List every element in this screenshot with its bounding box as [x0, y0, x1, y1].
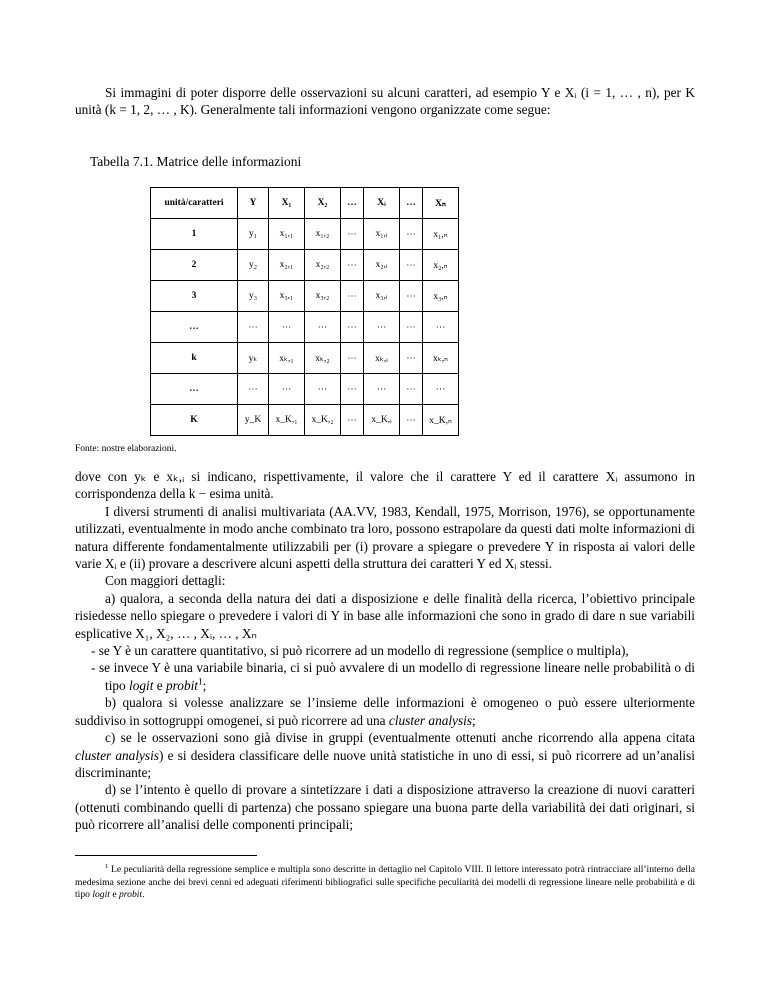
header-cell: Y [238, 188, 269, 219]
dash-item-binary [75, 659, 695, 694]
table-cell: ⋯ [341, 405, 364, 436]
b-text: b) qualora si volesse analizzare se l’insieme delle informazioni è omogeneo o può essere ulteriormente suddiviso in sottogruppi omogenei, si può ricorrere ad una [75, 695, 695, 728]
table-row [151, 281, 459, 312]
table-cell: x₃,₂ [305, 281, 341, 312]
table-cell: xₖ,ₙ [423, 343, 459, 374]
c-text: c) se le osservazioni sono già divise in gruppi (eventualmente ottenuti anche ricorrendo alla appena citata [105, 730, 695, 746]
row-label-cell: 3 [151, 281, 238, 312]
table-cell: y₁ [238, 219, 269, 250]
table-cell: y₂ [238, 250, 269, 281]
row-label-cell: … [151, 312, 238, 343]
table-cell: ⋯ [341, 250, 364, 281]
table-caption: Tabella 7.1. Matrice delle informazioni [90, 154, 302, 169]
table-cell: ⋯ [305, 374, 341, 405]
footnote-end: . [142, 889, 145, 901]
table-cell: ⋯ [400, 312, 423, 343]
table-cell: xₖ,ᵢ [364, 343, 400, 374]
row-label-cell: K [151, 405, 238, 436]
header-cell: Xᵢ [364, 188, 400, 219]
header-cell: … [341, 188, 364, 219]
table-cell: ⋯ [423, 312, 459, 343]
table-cell: ⋯ [400, 281, 423, 312]
row-label-cell: 1 [151, 219, 238, 250]
table-cell: ⋯ [400, 374, 423, 405]
table-cell: ⋯ [341, 343, 364, 374]
row-label-cell: … [151, 374, 238, 405]
list-item-a: a) qualora, a seconda della natura dei dati a disposizione e delle finalità della ricerca, l’obiettivo principale risiedesse nello spiegare o prevedere i valori di Y in base alle informazioni che sono in grado di dare n sue variabili esplicative X₁, X₂, … , Xᵢ, … , Xₙ [75, 590, 695, 641]
table-cell: ⋯ [238, 374, 269, 405]
table-source: Fonte: nostre elaborazioni. [75, 444, 177, 454]
table-cell: xₖ,₂ [305, 343, 341, 374]
intro-paragraph: Si immagini di poter disporre delle osservazioni su alcuni caratteri, ad esempio Y e Xᵢ (i = 1, … , n), per K unità (k = 1, 2, … , K). Generalmente tali informazioni vengono organizzate come segue: [75, 85, 695, 118]
table-cell: ⋯ [341, 312, 364, 343]
header-cell: Xₙ [423, 188, 459, 219]
table-row [151, 374, 459, 405]
table-cell: x_K,₂ [305, 405, 341, 436]
table-cell: x₂,ᵢ [364, 250, 400, 281]
table-cell: x₁,ᵢ [364, 219, 400, 250]
table-cell: ⋯ [364, 374, 400, 405]
paragraph-details-intro: Con maggiori dettagli: [105, 573, 226, 589]
table-cell: y₃ [238, 281, 269, 312]
information-matrix-table [150, 187, 459, 436]
table-cell: ⋯ [341, 374, 364, 405]
header-cell: X₂ [305, 188, 341, 219]
paragraph-multivariate: I diversi strumenti di analisi multivariata (AA.VV, 1983, Kendall, 1975, Morrison, 1976), se opportunamente utilizzati, eventualmente in modo anche combinato tra loro, possono estrapolare da questi dati molte informazioni di natura differente fondamentalmente utilizzabili per (i) provare a spiegare o prevedere Y in risposta ai valori delle varie Xᵢ e (ii) provare a descrivere alcuni aspetti della struttura dei caratteri Y ed Xᵢ stessi. [75, 503, 695, 572]
header-cell-corner: unità/caratteri [151, 188, 238, 219]
table-row [151, 405, 459, 436]
table-row [151, 250, 459, 281]
table-cell: ⋯ [341, 219, 364, 250]
footnote-text: Le peculiarità della regressione semplice e multipla sono descritte in dettaglio nel Capitolo VIII. Il lettore interessato potrà rintracciare all’interno della medesima sezione anche dei brevi cenni ed adeguati riferimenti bibliografici sulle specifiche peculiarità dei modelli di regressione lineare nelle probabilità e di tipo [75, 864, 695, 901]
table-cell: ⋯ [423, 374, 459, 405]
table-cell: ⋯ [400, 219, 423, 250]
table-row [151, 219, 459, 250]
table-cell: x₂,₁ [269, 250, 305, 281]
table-cell: yₖ [238, 343, 269, 374]
footnote-probit: probit [118, 889, 143, 901]
footnote-reference[interactable]: 1 [197, 677, 203, 688]
table-cell: x_K,ₙ [423, 405, 459, 436]
table-cell: x₁,₂ [305, 219, 341, 250]
cluster-analysis-term: cluster analysis [75, 747, 159, 763]
table-cell: ⋯ [269, 312, 305, 343]
table-row [151, 312, 459, 343]
table-cell: ⋯ [400, 405, 423, 436]
footnote-separator [75, 855, 257, 856]
cluster-analysis-term: cluster analysis [388, 712, 473, 728]
table-cell: x₃,ₙ [423, 281, 459, 312]
footnote-logit: logit [92, 889, 110, 901]
dash-item-quantitative: - se Y è un carattere quantitativo, si può ricorrere ad un modello di regressione (semplice o multipla), [91, 643, 629, 659]
table-cell: x₃,ᵢ [364, 281, 400, 312]
table-cell: ⋯ [341, 281, 364, 312]
table-cell: x₁,₁ [269, 219, 305, 250]
dash2-text: - se invece Y è una variabile binaria, ci si può avvalere di un modello di regressione lineare nelle probabilità o di tipo [91, 660, 695, 693]
header-cell: … [400, 188, 423, 219]
b-end: ; [472, 712, 476, 728]
list-item-c [75, 729, 695, 781]
dash2-and: e [153, 677, 166, 693]
table-cell: x_K,₁ [269, 405, 305, 436]
probit-term: probit [165, 677, 198, 693]
footnote-mark: 1 [105, 862, 109, 870]
table-cell: ⋯ [400, 343, 423, 374]
header-cell: X₁ [269, 188, 305, 219]
table-cell: ⋯ [400, 250, 423, 281]
c-end: ) e si desidera classificare delle nuove unità statistiche in uno di essi, si può ricorrere ad un’analisi discriminante; [75, 747, 695, 780]
list-item-b [75, 694, 695, 729]
row-label-cell: 2 [151, 250, 238, 281]
table-cell: x_K,ᵢ [364, 405, 400, 436]
paragraph-definition: dove con yₖ e xₖ,ᵢ si indicano, rispettivamente, il valore che il carattere Y ed il carattere Xᵢ assumono in corrispondenza della k − esima unità. [75, 469, 695, 502]
table-cell: x₂,ₙ [423, 250, 459, 281]
table-header-row [151, 188, 459, 219]
footnote [75, 864, 695, 902]
table-cell: ⋯ [238, 312, 269, 343]
row-label-cell: k [151, 343, 238, 374]
list-item-d: d) se l’intento è quello di provare a sintetizzare i dati a disposizione attraverso la creazione di nuovi caratteri (ottenuti combinando quelli di partenza) che possano spiegare una buona parte della variabilità dei dati originari, si può ricorrere all’analisi delle componenti principali; [75, 782, 695, 833]
table-cell: ⋯ [305, 312, 341, 343]
table-cell: xₖ,₁ [269, 343, 305, 374]
table-cell: x₁,ₙ [423, 219, 459, 250]
dash2-end: ; [202, 677, 207, 693]
table-cell: ⋯ [269, 374, 305, 405]
body-text [75, 468, 695, 834]
table-cell: y_K [238, 405, 269, 436]
table-row [151, 343, 459, 374]
table-cell: x₃,₁ [269, 281, 305, 312]
footnote-and: e [109, 889, 119, 901]
table-cell: x₂,₂ [305, 250, 341, 281]
table-cell: ⋯ [364, 312, 400, 343]
logit-term: logit [129, 677, 154, 693]
